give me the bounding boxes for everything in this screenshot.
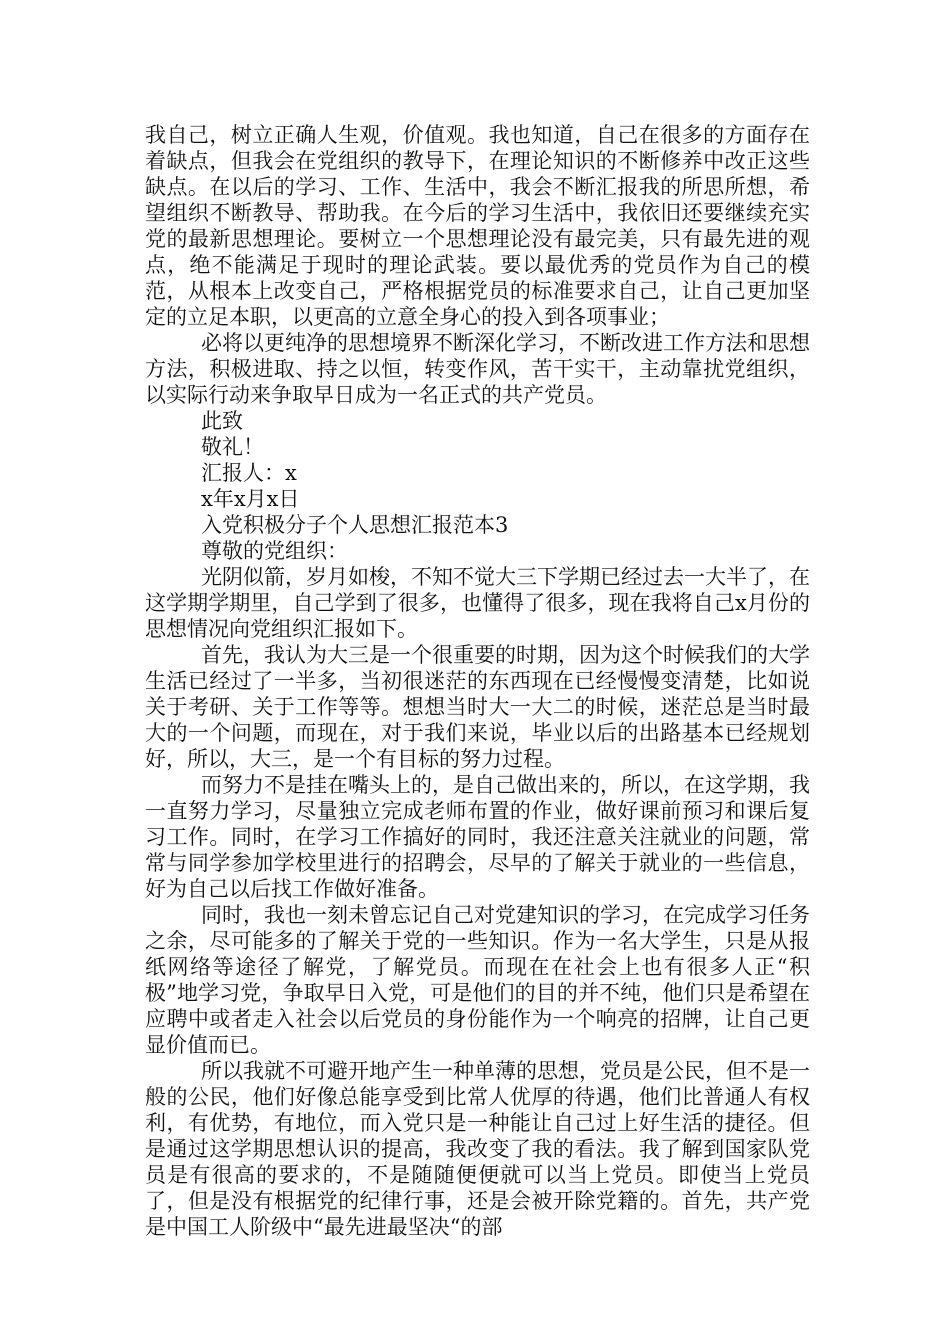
paragraph-continuation: 我自己，树立正确人生观，价值观。我也知道，自己在很多的方面存在着缺点，但我会在党组织的教导下，在理论知识的不断修养中改正这些缺点。在以后的学习、工作、生活中，我会不断汇报我的所思所想，希望组织不断教导、帮助我。在今后的学习生活中，我依旧还要继续充实党的最新思想理论。要树立一个思想理论没有最完美，只有最先进的观点，绝不能满足于现时的理论武装。要以最优秀的党员作为自己的模范，从根本上改变自己，严格根据党员的标准要求自己，让自己更加坚定的立足本职，以更高的立意全身心的投入到各项事业； [145, 123, 810, 329]
paragraph-intro: 光阴似箭，岁月如梭，不知不觉大三下学期已经过去一大半了，在这学期学期里，自己学到了很多，也懂得了很多，现在我将自己x月份的思想情况向党组织汇报如下。 [145, 565, 810, 641]
paragraph-party-study: 同时，我也一刻未曾忘记自己对党建知识的学习，在完成学习任务之余，尽可能多的了解关于党的一些知识。作为一名大学生，只是从报纸网络等途径了解党，了解党员。而现在在社会上也有很多人正“积极”地学习党，争取早日入党，可是他们的目的并不纯，他们只是希望在应聘中或者走入社会以后党员的身份能作为一个响亮的招牌，让自己更显价值而已。 [145, 903, 810, 1057]
paragraph-effort: 而努力不是挂在嘴头上的，是自己做出来的，所以，在这学期，我一直努力学习，尽量独立完成老师布置的作业，做好课前预习和课后复习工作。同时，在学习工作搞好的同时，我还注意关注就业的问题，常常与同学参加学校里进行的招聘会，尽早的了解关于就业的一些信息，好为自己以后找工作做好准备。 [145, 773, 810, 901]
paragraph-resolve: 必将以更纯净的思想境界不断深化学习，不断改进工作方法和思想方法，积极进取、持之以恒，转变作风，苦干实干，主动靠扰党组织，以实际行动来争取早日成为一名正式的共产党员。 [145, 331, 810, 407]
document-page [145, 122, 810, 1240]
closing-salutation: 此致 [201, 409, 243, 433]
paragraph-junior-year: 首先，我认为大三是一个很重要的时期，因为这个时候我们的大学生活已经过了一半多，当初很迷茫的东西现在已经慢慢变清楚，比如说关于考研、关于工作等等。想想当时大一大二的时候，迷茫总是当时最大的一个问题，而现在，对于我们来说，毕业以后的出路基本已经规划好，所以，大三，是一个有目标的努力过程。 [145, 643, 810, 771]
greeting: 尊敬的党组织： [201, 539, 348, 563]
section-title: 入党积极分子个人思想汇报范本3 [201, 513, 509, 537]
reporter-name: 汇报人：x [201, 461, 297, 485]
paragraph-reflection: 所以我就不可避开地产生一种单薄的思想，党员是公民，但不是一般的公民，他们好像总能享受到比常人优厚的待遇，他们比普通人有权利，有优势，有地位，而入党只是一种能让自己过上好生活的捷径。但是通过这学期思想认识的提高，我改变了我的看法。我了解到国家队党员是有很高的要求的，不是随随便便就可以当上党员。即使当上党员了，但是没有根据党的纪律行事，还是会被开除党籍的。首先，共产党是中国工人阶级中“最先进最坚决“的部 [145, 1059, 810, 1239]
report-date: x年x月x日 [201, 487, 300, 511]
closing-regards: 敬礼！ [201, 435, 264, 459]
